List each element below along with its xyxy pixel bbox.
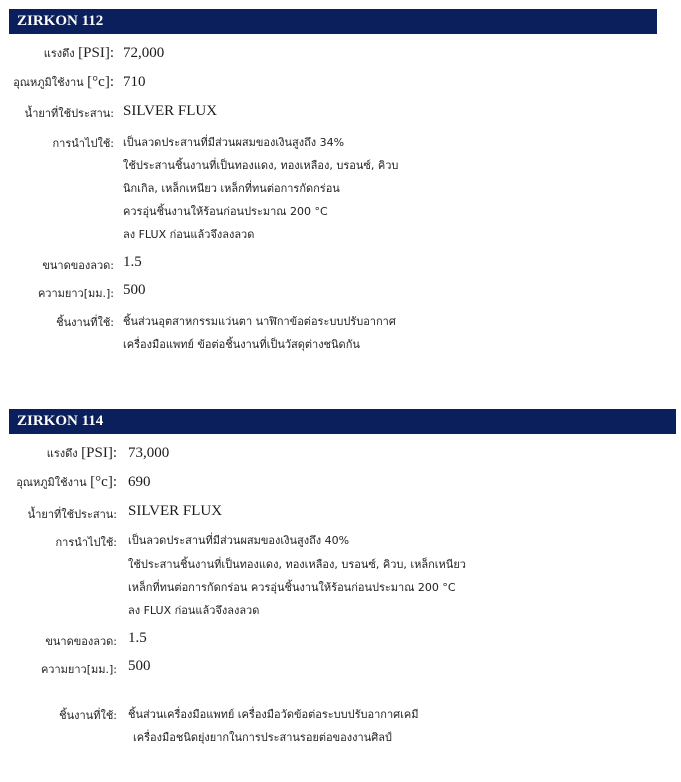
temperature-label: อุณหภูมิใช้งาน [°c]: — [13, 74, 114, 90]
usage-line: ควรอุ่นชิ้นงานให้ร้อนก่อนประมาณ 200 °C — [123, 205, 328, 218]
usage-label: การนำไปใช้: — [52, 137, 114, 150]
length-label: ความยาว[มม.]: — [40, 663, 117, 676]
length-value: 500 — [128, 658, 151, 674]
application-line: เครื่องมือแพทย์ ข้อต่อชิ้นงานที่เป็นวัสดุต่างชนิดกัน — [123, 338, 360, 351]
temperature-label: อุณหภูมิใช้งาน [°c]: — [16, 474, 117, 490]
length-value: 500 — [123, 282, 146, 298]
wire-size-value: 1.5 — [123, 254, 142, 270]
tensile-label: แรงดึง [PSI]: — [46, 445, 117, 461]
product-title: ZIRKON 112 — [17, 13, 104, 29]
flux-label: น้ำยาที่ใช้ประสาน: — [27, 508, 117, 521]
wire-size-label: ขนาดของลวด: — [42, 259, 114, 272]
flux-value: SILVER FLUX — [123, 103, 218, 119]
usage-line: นิกเกิล, เหล็กเหนียว เหล็กที่ทนต่อการกัดกร่อน — [123, 182, 340, 195]
usage-line: เป็นลวดประสานที่มีส่วนผสมของเงินสูงถึง 34% — [123, 136, 345, 149]
usage-line: ใช้ประสานชิ้นงานที่เป็นทองแดง, ทองเหลือง, บรอนซ์, คิวบ, เหล็กเหนียว — [128, 558, 466, 571]
applications-label: ชิ้นงานที่ใช้: — [59, 709, 117, 722]
flux-label: น้ำยาที่ใช้ประสาน: — [24, 107, 114, 120]
application-line: ชิ้นส่วนเครื่องมือแพทย์ เครื่องมือวัดข้อต่อระบบปรับอากาศเคมี — [128, 708, 419, 721]
applications-label: ชิ้นงานที่ใช้: — [56, 316, 114, 329]
usage-line: ลง FLUX ก่อนแล้วจึงลงลวด — [123, 228, 255, 241]
wire-size-value: 1.5 — [128, 630, 147, 646]
usage-label: การนำไปใช้: — [55, 536, 117, 549]
product-title: ZIRKON 114 — [17, 413, 104, 429]
temperature-value: 710 — [123, 74, 146, 90]
application-line: ชิ้นส่วนอุตสาหกรรมแว่นตา นาฬิกาข้อต่อระบบปรับอากาศ — [123, 315, 396, 328]
flux-value: SILVER FLUX — [128, 503, 223, 519]
length-label: ความยาว[มม.]: — [37, 287, 114, 300]
usage-line: เหล็กที่ทนต่อการกัดกร่อน ควรอุ่นชิ้นงานให้ร้อนก่อนประมาณ 200 °C — [128, 581, 456, 594]
usage-line: ลง FLUX ก่อนแล้วจึงลงลวด — [128, 604, 260, 617]
wire-size-label: ขนาดของลวด: — [45, 635, 117, 648]
tensile-value: 73,000 — [128, 445, 170, 461]
usage-line: เป็นลวดประสานที่มีส่วนผสมของเงินสูงถึง 40% — [128, 534, 350, 547]
temperature-value: 690 — [128, 474, 151, 490]
application-line: เครื่องมือชนิดยุ่งยากในการประสานรอยต่อของงานศิลป์ — [133, 731, 392, 744]
product-title-bar — [9, 409, 676, 434]
usage-line: ใช้ประสานชิ้นงานที่เป็นทองแดง, ทองเหลือง, บรอนซ์, คิวบ — [123, 159, 399, 172]
product-title-bar — [9, 9, 657, 34]
tensile-label: แรงดึง [PSI]: — [43, 45, 114, 61]
tensile-value: 72,000 — [123, 45, 165, 61]
